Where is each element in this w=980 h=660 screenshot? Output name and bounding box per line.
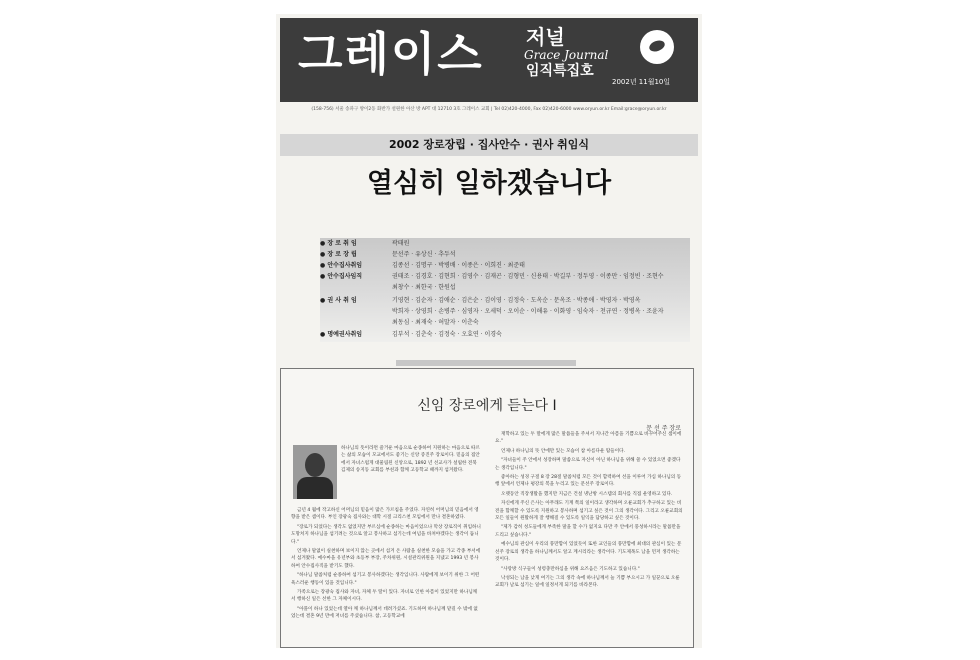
interview-article [280,368,694,648]
article-left-column [291,507,481,623]
article-paragraph: 예수님의 관심이 우리의 풍만함이 있었듯이 또한 교인들의 풍만함에 최대의 관심이 있는 문선주 장로의 생각을 하나님께서도 알고 계시리라는 생각이다. 기도제목도 남을 먼저 생각하는 것이다. [495,542,682,563]
roster-names: 박희자 · 상영희 · 손병주 · 심영자 · 오세덕 · 오이순 · 이해유 · 이화영 · 임숙자 · 천규연 · 정병옥 · 조윤자 [392,308,664,315]
roster-names: 문선주 · 유상신 · 추두석 [392,251,456,258]
article-paragraph: 낙성되는 남을 낮게 여기는 그의 생각 속에 하나님께서 늘 기쁨 부으시고 가 일꾼으로 오륜교회가 날로 섬기는 일에 일정서게 되기를 바라본다. [495,575,680,589]
article-paragraph: "제가 감히 성도들에게 부족한 말을 할 수가 없지요 다만 주 안에서 풍성하시라는 말씀만을 드리고 싶습니다." [495,525,681,538]
section-divider [396,360,576,366]
article-paragraph: 오랫동안 직장생활을 했지만 지금은 건설 냉난방 시스템의 회사를 직접 운영하고 있다. [501,491,673,497]
portrait-body [297,477,333,499]
roster-names: 김부석 · 김춘숙 · 김정숙 · 오효연 · 이경숙 [392,331,502,338]
roster-category: ● 장 로 취 임 [320,240,357,247]
church-logo-icon [640,30,674,64]
roster-names: 기영현 · 김순자 · 김애순 · 김은순 · 김이영 · 김정숙 · 도옥순 · 문옥조 · 박종애 · 박영자 · 박영옥 [392,297,641,304]
roster-category: ● 장 로 장 립 [320,251,357,258]
article-right-column [495,431,683,592]
article-byline: 문 선 주 장로 [646,425,681,432]
article-paragraph: "자녀들이 주 안에서 성장하며 말씀으로 자신이 아닌 하나님을 위해 쓸 수 있었으면 좋겠다는 생각입니다." [495,458,681,471]
article-paragraph: "장로가 되었다는 생각도 없었지만 부르심에 순종하는 마음이었으나 막상 장로직이 취임하니 도망쳐지 하나님을 섬기려는 것으로 알고 봉사하고 섬기는데 여념을 바쳐야겠다는 생각이 듭니다." [291,524,481,545]
article-paragraph: 금년 4 월에 작고하신 어머님의 믿음이 많은 가르침을 주었다. 자연히 어머님의 믿음에서 영향을 받은 셈이다. 부인 장광숙 집사와는 대학 시절 크리스천 모임에서 만나 결혼하였다. [291,508,479,521]
masthead-journal-korean: 저널 [526,25,565,49]
article-paragraph: "아플이 하나 있었는데 열아 께 하나님께서 데려가셨죠. 기도하며 하나님께 맡길 수 밖에 없었는데 결혼 9년 만에 저녀를 주셨습니다. 참, 고등학교에 [291,606,478,620]
article-paragraph: "하나님 말씀처럼 순종하여 섬기고 봉사하겠다는 생각입니다. 사람에게 보이기 위한 그 어떤 욕스러운 행동이 있을 것입니다." [291,573,480,586]
roster-names: 최동심 · 최재숙 · 허말자 · 이춘숙 [392,319,479,326]
main-headline: 열심히 일하겠습니다 [366,168,612,199]
ceremony-banner: 2002 장로장립 · 집사안수 · 권사 취임식 [280,134,698,156]
article-title: 신임 장로에게 듣는다 I [417,398,557,414]
article-paragraph: "사랑방 식구들이 성령충만하심을 위해 요즈음은 기도하고 있습니다." [501,566,640,572]
article-paragraph: 언제나 하나님의 뜻 안에만 있는 모습이 참 아름다운 땀들이다. [501,448,626,454]
article-paragraph: 언제나 말없이 실천하며 보이지 않는 곳에서 섬겨 온 사람을 실천한 모습을 가고 각종 부서에서 섬겨왔다. 예수마을 유년부와 초등부 부장, 주차위원, 시설관리위원을 지냈고 1993 년 봉사하여 안수집사직을 받기도 했다. [291,549,481,569]
masthead-address: (158-756) 서울 송파구 방이2동 화반가 설원한 아산 방 APT 대 12710 3호 그레이스 교회 | Tel 02)420-4000, Fax 02)420-6000 www.oryun.or.kr Email:grace@oryun.or.kr [311,107,667,112]
roster-names: 최창수 · 최한국 · 한원섭 [392,284,456,291]
masthead [280,18,698,102]
masthead-title: 그레이스 [298,27,484,81]
roster-category: ● 안수집사취임 [320,262,363,269]
article-paragraph: 가족으로는 장광숙 집사와 자녀, 자체 두 딸이 있다. 자녀로 인한 아픔이 있었지만 하나님께서 행하신 일은 선한 그 자체이시다. [291,590,478,603]
roster-names: 김종선 · 김명구 · 박병배 · 이종은 · 이희진 · 최준태 [392,262,525,269]
roster-category: ● 권 사 취 임 [320,297,357,304]
roster-category: ● 명예권사취임 [320,331,363,338]
article-paragraph: 좋아하는 성경 구절 8 장 28절 말씀처럼 모든 것이 합력하여 선을 이루어 가심 하나님의 동행 앞에서 언제나 평강의 복을 누리고 있는 문선주 장로이다. [495,475,682,488]
elder-portrait-photo [293,445,337,499]
article-paragraph: 재학하고 있는 두 딸에게 많은 말씀들을 주셔서 지나간 아픔을 기쁨으로 바꾸어주신 셈이에요." [495,432,682,445]
newsletter-page [276,14,702,648]
roster-category: ● 안수집사임직 [320,273,363,280]
portrait-head [305,453,325,477]
roster-names: 권태조 · 김경호 · 김현희 · 김영수 · 김재곤 · 김형민 · 신용태 · 박길부 · 정두영 · 이종만 · 임정빈 · 조현수 [392,273,664,280]
article-lead-paragraph: 하나님의 뜻이라면 즐거운 마음으로 순종하여 지원하는 마음으로 따르는 삶의 모습이 모교에서도 좋기는 신앙 증진주 장로이다. 믿음의 집안에서 자녀스럽게 대물림된 신앙으로, 1892 년 선교사가 설립한 전북 김제의 송지동 교회를 부친과 함께 고등학교 때까지 섬겨왔다. [341,446,480,474]
masthead-special-issue: 임직특집호 [526,63,594,79]
article-paragraph: 자신에게 주신 은사는 아무래도 기계 쪽의 일이라고 생각하며 오륜교회가 추구하고 있는 비전을 함께할 수 있도록 지원하고 봉사하며 섬기고 싶은 것이 그의 생각이다. 그리고 오륜교회의 모든 일들이 원활하게 잘 행해질 수 있도록 일익을 담당하고 싶은 것이다. [495,501,683,522]
ordination-roster [320,238,690,342]
roster-names: 곽태원 [392,240,410,247]
masthead-journal-english: Grace Journal [524,48,609,62]
issue-date: 2002년 11월10일 [612,78,671,86]
